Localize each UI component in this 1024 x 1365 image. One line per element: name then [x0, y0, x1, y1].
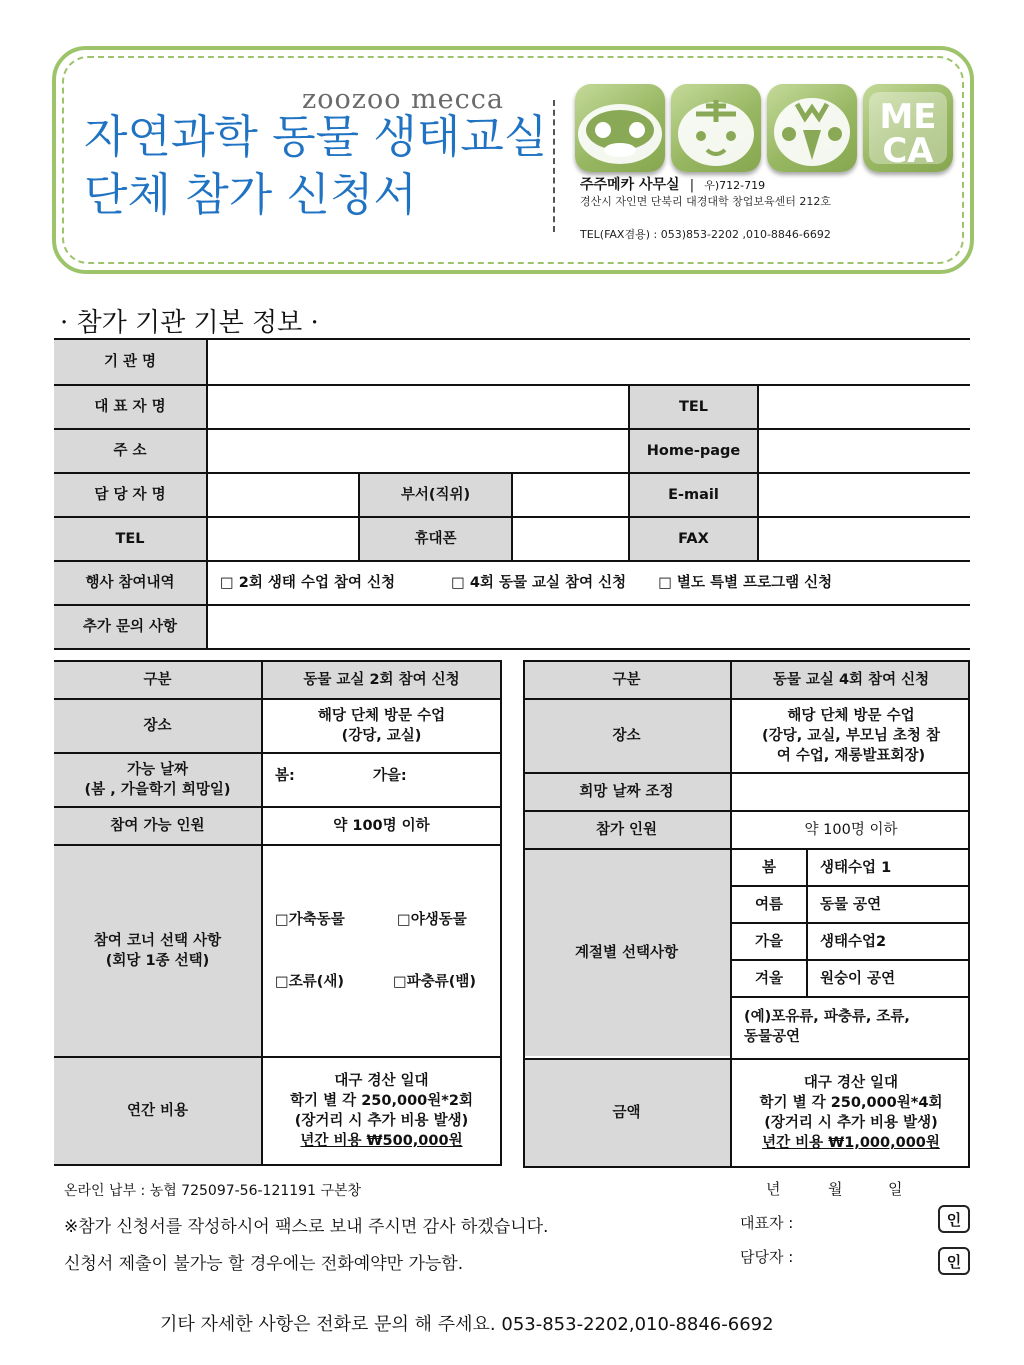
left-date-label — [54, 754, 261, 806]
rule — [523, 660, 525, 1168]
rule — [54, 1056, 502, 1058]
season-example-line1: (예)포유류, 파충류, 조류, — [744, 1009, 910, 1025]
season-summer-program: 동물 공연 — [820, 896, 882, 913]
manager-name-field[interactable] — [208, 474, 358, 516]
manager-signature-label: 담당자 : — [740, 1248, 794, 1266]
corner-option-reptiles[interactable]: □파충류(뱀) — [393, 974, 476, 990]
left-date-spring: 봄: — [275, 768, 295, 784]
right-place-line3: 여 수업, 재롱발표회장) — [776, 748, 926, 764]
date-month: 월 — [828, 1180, 843, 1198]
meca-logo-text-top: ME — [879, 97, 937, 137]
right-season-label: 계절별 선택사항 — [523, 850, 730, 1056]
monkey-logo-icon — [575, 84, 665, 172]
mobile-field[interactable] — [513, 518, 628, 560]
rule — [968, 660, 970, 1168]
extra-field[interactable] — [208, 606, 970, 648]
left-place-value — [263, 700, 500, 752]
rule — [54, 560, 970, 562]
email-field[interactable] — [759, 474, 970, 516]
left-corner-label — [54, 846, 261, 1056]
homepage-label: Home-page — [630, 430, 757, 472]
right-capacity-value: 약 100명 이하 — [804, 822, 898, 838]
rep-tel-label: TEL — [630, 386, 757, 428]
rule — [523, 698, 970, 700]
office-address: 경산시 자인면 단북리 대경대학 창업보육센터 212호 — [580, 195, 831, 208]
right-date-field[interactable] — [732, 774, 970, 810]
payment-info: 온라인 납부 : 농협 725097-56-121191 구본창 — [64, 1183, 362, 1199]
rule — [54, 1164, 502, 1166]
rep-tel-field[interactable] — [759, 386, 970, 428]
left-capacity-label: 참여 가능 인원 — [54, 808, 261, 844]
right-place-label: 장소 — [523, 700, 730, 772]
office-line — [580, 174, 765, 194]
rule — [54, 806, 502, 808]
right-amount-total: 년간 비용 ₩1,000,000원 — [762, 1135, 940, 1151]
phone-note: 신청서 제출이 불가능 할 경우에는 전화예약만 가능함. — [64, 1254, 464, 1274]
event-options — [208, 562, 970, 604]
tiger-logo-icon — [671, 84, 761, 172]
left-cost-label: 연간 비용 — [54, 1058, 261, 1164]
rule — [500, 660, 502, 1166]
right-amount-line4 — [762, 1133, 940, 1153]
rule — [628, 384, 630, 560]
left-place-line2: (강당, 교실) — [341, 728, 422, 744]
season-spring-program: 생태수업 1 — [820, 859, 892, 876]
rep-name-field[interactable] — [208, 386, 628, 428]
org-name-field[interactable] — [208, 340, 970, 384]
fax-label: FAX — [630, 518, 757, 560]
rule — [730, 885, 970, 887]
season-example-line2: 동물공연 — [744, 1029, 801, 1045]
manager-stamp: 인 — [938, 1247, 970, 1275]
season-autumn-program: 생태수업2 — [820, 933, 887, 950]
right-place-line2: (강당, 교실, 부모님 초청 참 — [762, 728, 940, 744]
rule — [206, 338, 208, 650]
date-day: 일 — [888, 1180, 903, 1198]
rep-stamp: 인 — [938, 1205, 970, 1233]
mobile-label: 휴대폰 — [360, 518, 511, 560]
rule — [730, 660, 732, 1168]
rule — [358, 472, 360, 560]
right-place-value — [732, 700, 970, 772]
left-cost-line2: 학기 별 각 250,000원*2회 — [290, 1093, 473, 1109]
right-place-line1: 해당 단체 방문 수업 — [787, 708, 915, 724]
event-option-2-sessions[interactable]: □ 2회 생태 수업 참여 신청 — [220, 575, 396, 591]
left-corner-label-line1: 참여 코너 선택 사항 — [93, 933, 222, 949]
rule — [523, 1058, 970, 1060]
title-line-1: 자연과학 동물 생태교실 — [84, 110, 548, 163]
event-option-4-sessions[interactable]: □ 4회 동물 교실 참여 신청 — [451, 575, 627, 591]
meca-logo-text-bottom: CA — [882, 131, 934, 171]
left-place-label: 장소 — [54, 700, 261, 752]
left-date-autumn: 가을: — [372, 768, 407, 784]
rule — [757, 384, 759, 560]
tel-field[interactable] — [208, 518, 358, 560]
left-header-category: 구분 — [54, 662, 261, 698]
office-postal: 우)712-719 — [704, 179, 766, 192]
rule — [523, 810, 970, 812]
rule — [523, 848, 970, 850]
contact-note: 기타 자세한 사항은 전화로 문의 해 주세요. 053-853-2202,010-8846-6692 — [160, 1314, 774, 1335]
rule — [730, 922, 970, 924]
email-label: E-mail — [630, 474, 757, 516]
right-amount-line2: 학기 별 각 250,000원*4회 — [759, 1095, 943, 1111]
left-place-line1: 해당 단체 방문 수업 — [317, 708, 446, 724]
season-summer-name: 여름 — [754, 896, 783, 913]
rule — [54, 648, 970, 650]
right-amount-line3: (장거리 시 추가 비용 발생) — [764, 1115, 938, 1131]
left-cost-line1: 대구 경산 일대 — [334, 1073, 429, 1089]
left-cost-line3: (장거리 시 추가 비용 발생) — [294, 1113, 469, 1129]
tel-label: TEL — [54, 518, 206, 560]
rule — [54, 844, 502, 846]
event-label: 행사 참여내역 — [54, 562, 206, 604]
rule — [54, 698, 502, 700]
left-date-field[interactable] — [263, 754, 500, 806]
extra-label: 추가 문의 사항 — [54, 606, 206, 648]
title-line-2: 단체 참가 신청서 — [84, 168, 417, 221]
right-amount-value — [732, 1060, 970, 1166]
rep-signature-label: 대표자 : — [740, 1214, 794, 1232]
corner-option-wild[interactable]: □야생동물 — [397, 912, 467, 928]
rule — [54, 384, 970, 386]
event-option-special[interactable]: □ 별도 특별 프로그램 신청 — [658, 575, 833, 591]
left-date-label-line1: 가능 날짜 — [126, 762, 189, 778]
left-cost-line4 — [300, 1131, 462, 1151]
brand-name: zoozoo mecca — [302, 84, 504, 115]
rule — [54, 428, 970, 430]
left-cost-total: 년간 비용 ₩500,000원 — [300, 1133, 463, 1149]
fax-field[interactable] — [759, 518, 970, 560]
bird-logo-icon — [767, 84, 857, 172]
right-date-label: 희망 날짜 조정 — [523, 774, 730, 810]
rule — [730, 959, 970, 961]
left-cost-value — [263, 1058, 500, 1164]
address-label: 주 소 — [54, 430, 206, 472]
header-divider — [553, 100, 555, 232]
section-heading: · 참가 기관 기본 정보 · — [60, 308, 319, 338]
rule — [511, 472, 513, 560]
manager-name-label: 담 당 자 명 — [54, 474, 206, 516]
org-name-label: 기 관 명 — [54, 340, 206, 384]
left-corner-options — [263, 846, 500, 1056]
meca-logo-icon — [863, 84, 953, 172]
rule — [261, 660, 263, 1166]
right-amount-line1: 대구 경산 일대 — [803, 1075, 899, 1091]
right-header-category: 구분 — [523, 662, 730, 698]
address-field[interactable] — [208, 430, 628, 472]
right-capacity-label: 참가 인원 — [523, 812, 730, 848]
season-winter-name: 겨울 — [754, 970, 783, 987]
corner-option-livestock[interactable]: □가축동물 — [275, 912, 345, 928]
season-autumn-name: 가을 — [754, 933, 783, 950]
rule — [730, 996, 970, 998]
season-spring-name: 봄 — [761, 859, 776, 876]
season-example — [732, 998, 970, 1056]
rule — [523, 660, 970, 662]
homepage-field[interactable] — [759, 430, 970, 472]
office-tel: TEL(FAX겸용) : 053)853-2202 ,010-8846-6692 — [580, 228, 831, 241]
rule — [54, 752, 502, 754]
rule — [806, 848, 808, 998]
left-date-label-line2: (봄 , 가을학기 희망일) — [84, 782, 231, 798]
dept-label: 부서(직위) — [360, 474, 511, 516]
fax-note: ※참가 신청서를 작성하시어 팩스로 보내 주시면 감사 하겠습니다. — [64, 1217, 549, 1237]
rule — [54, 604, 970, 606]
rule — [54, 338, 970, 340]
rep-name-label: 대 표 자 명 — [54, 386, 206, 428]
rule — [523, 1166, 970, 1168]
corner-option-birds[interactable]: □조류(새) — [275, 974, 344, 990]
right-amount-label: 금액 — [523, 1060, 730, 1166]
left-corner-label-line2: (회당 1종 선택) — [105, 953, 210, 969]
season-winter-program: 원숭이 공연 — [820, 970, 896, 987]
date-year: 년 — [766, 1180, 781, 1198]
left-header-program: 동물 교실 2회 참여 신청 — [263, 662, 500, 698]
rule — [523, 772, 970, 774]
office-separator: | — [689, 178, 695, 193]
right-header-program: 동물 교실 4회 참여 신청 — [732, 662, 970, 698]
page-title — [84, 108, 547, 224]
left-capacity-value: 약 100명 이하 — [333, 818, 430, 834]
dept-field[interactable] — [513, 474, 628, 516]
office-name: 주주메카 사무실 — [580, 177, 680, 193]
rule — [54, 660, 502, 662]
